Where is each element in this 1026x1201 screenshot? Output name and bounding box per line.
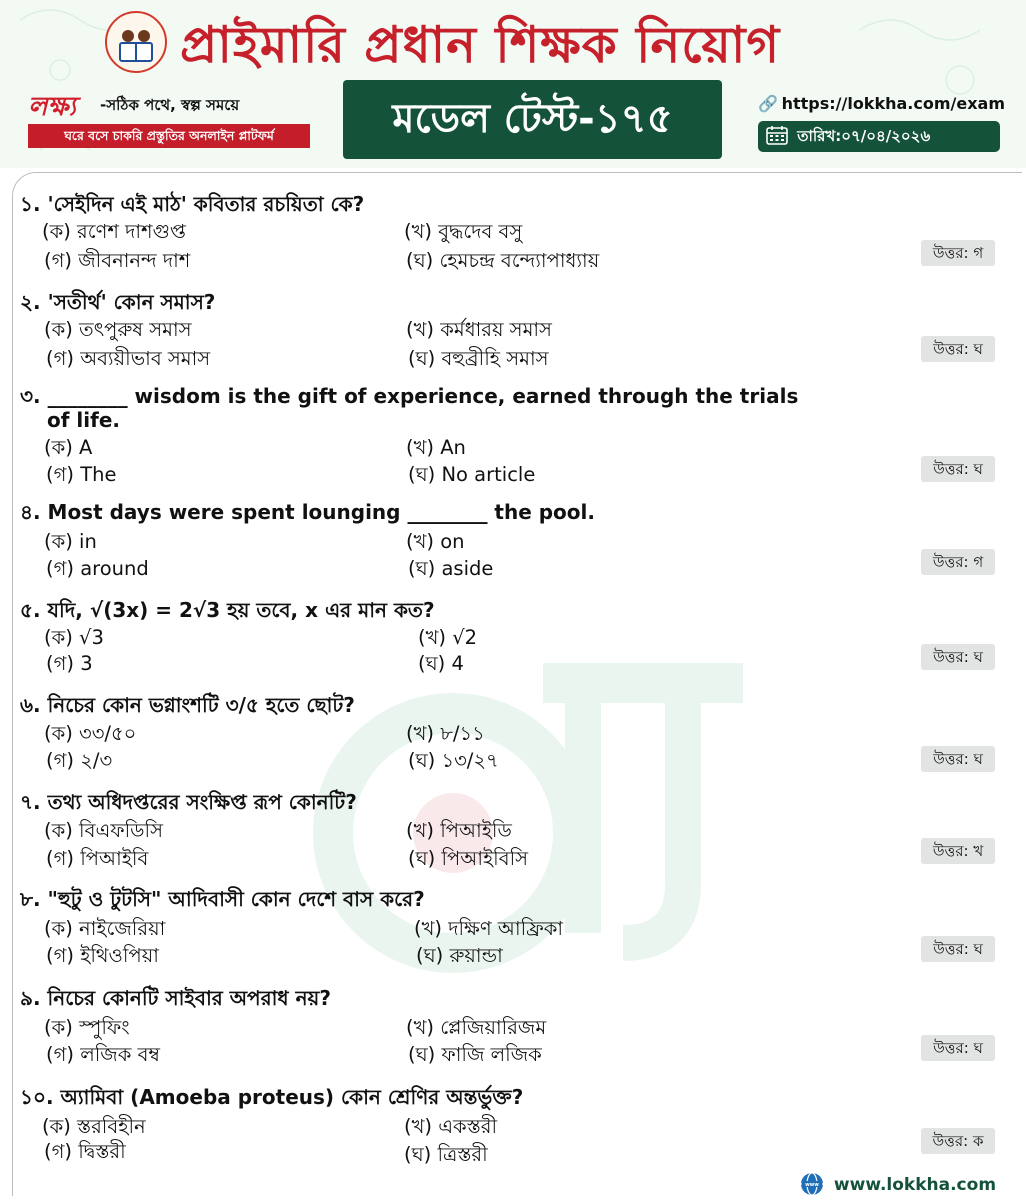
option-3-kha[interactable]: (খ) An bbox=[406, 436, 466, 459]
question-1: ১. 'সেইদিন এই মাঠ' কবিতার রচয়িতা কে? bbox=[20, 192, 365, 216]
answer-1: উত্তর: গ bbox=[921, 240, 995, 266]
question-3-continued: of life. bbox=[47, 408, 120, 432]
brand-strip: ঘরে বসে চাকরি প্রস্তুতির অনলাইন প্লাটফর্ম bbox=[28, 124, 310, 148]
option-1-ga[interactable]: (গ) জীবনানন্দ দাশ bbox=[44, 249, 191, 272]
option-9-kha[interactable]: (খ) প্লেজিয়ারিজম bbox=[406, 1016, 547, 1039]
link-icon: 🔗 bbox=[758, 94, 778, 113]
option-5-gha[interactable]: (ঘ) 4 bbox=[418, 652, 464, 675]
option-8-ga[interactable]: (গ) ইথিওপিয়া bbox=[46, 944, 159, 967]
brand-logo: লক্ষ্য bbox=[28, 92, 76, 122]
question-7: ৭. তথ্য অধিদপ্তরের সংক্ষিপ্ত রূপ কোনটি? bbox=[20, 790, 357, 814]
option-10-ga[interactable]: (গ) দ্বিস্তরী bbox=[44, 1140, 126, 1163]
question-3: ৩. ________ wisdom is the gift of experience, earned through the trials bbox=[20, 384, 799, 408]
option-6-ga[interactable]: (গ) ২/৩ bbox=[46, 749, 113, 772]
globe-icon bbox=[800, 1172, 824, 1196]
option-4-ka[interactable]: (ক) in bbox=[44, 530, 97, 553]
option-7-kha[interactable]: (খ) পিআইডি bbox=[406, 819, 512, 842]
option-10-gha[interactable]: (ঘ) ত্রিস্তরী bbox=[404, 1143, 488, 1166]
option-6-ka[interactable]: (ক) ৩৩/৫০ bbox=[44, 722, 137, 745]
option-9-ka[interactable]: (ক) স্পুফিং bbox=[44, 1016, 130, 1039]
option-6-gha[interactable]: (ঘ) ১৩/২৭ bbox=[408, 749, 499, 772]
page-title: প্রাইমারি প্রধান শিক্ষক নিয়োগ bbox=[180, 16, 781, 74]
model-test-badge: মডেল টেস্ট-১৭৫ bbox=[343, 80, 722, 159]
education-for-all-emblem bbox=[104, 10, 168, 74]
answer-9: উত্তর: ঘ bbox=[921, 1035, 995, 1061]
option-7-gha[interactable]: (ঘ) পিআইবিসি bbox=[408, 847, 529, 870]
option-3-ka[interactable]: (ক) A bbox=[44, 436, 93, 459]
option-7-ga[interactable]: (গ) পিআইবি bbox=[46, 847, 149, 870]
question-9: ৯. নিচের কোনটি সাইবার অপরাধ নয়? bbox=[20, 986, 331, 1010]
option-5-kha[interactable]: (খ) √2 bbox=[418, 626, 478, 649]
answer-3: উত্তর: ঘ bbox=[921, 456, 995, 482]
option-10-kha[interactable]: (খ) একস্তরী bbox=[404, 1115, 498, 1138]
option-8-gha[interactable]: (ঘ) রুয়ান্ডা bbox=[416, 944, 503, 967]
option-3-ga[interactable]: (গ) The bbox=[46, 463, 117, 486]
answer-4: উত্তর: গ bbox=[921, 549, 995, 575]
option-5-ga[interactable]: (গ) 3 bbox=[46, 652, 93, 675]
question-5: ৫. যদি, √(3x) = 2√3 হয় তবে, x এর মান কত? bbox=[20, 598, 435, 622]
option-7-ka[interactable]: (ক) বিএফডিসি bbox=[44, 819, 163, 842]
option-10-ka[interactable]: (ক) স্তরবিহীন bbox=[42, 1115, 146, 1138]
question-4: ৪. Most days were spent lounging ________ the pool. bbox=[20, 500, 595, 524]
footer-website[interactable] bbox=[800, 1172, 996, 1196]
header bbox=[0, 0, 1026, 168]
date-badge bbox=[758, 121, 1000, 152]
option-2-ka[interactable]: (ক) তৎপুরুষ সমাস bbox=[44, 318, 192, 341]
option-2-gha[interactable]: (ঘ) বহুব্রীহি সমাস bbox=[408, 347, 549, 370]
option-6-kha[interactable]: (খ) ৮/১১ bbox=[406, 722, 485, 745]
question-2: ২. 'সতীর্থ' কোন সমাস? bbox=[20, 290, 216, 314]
option-9-gha[interactable]: (ঘ) ফাজি লজিক bbox=[408, 1043, 542, 1066]
option-1-kha[interactable]: (খ) বুদ্ধদেব বসু bbox=[404, 220, 523, 243]
question-10: ১০. অ্যামিবা (Amoeba proteus) কোন শ্রেণির অন্তর্ভুক্ত? bbox=[20, 1085, 524, 1109]
answer-5: উত্তর: ঘ bbox=[921, 644, 995, 670]
svg-text:www: www bbox=[805, 1182, 819, 1188]
question-6: ৬. নিচের কোন ভগ্নাংশটি ৩/৫ হতে ছোট? bbox=[20, 693, 355, 717]
option-9-ga[interactable]: (গ) লজিক বম্ব bbox=[46, 1043, 160, 1066]
exam-url[interactable]: https://lokkha.com/exam bbox=[781, 94, 1005, 113]
answer-8: উত্তর: ঘ bbox=[921, 936, 995, 962]
option-3-gha[interactable]: (ঘ) No article bbox=[408, 463, 536, 486]
option-4-kha[interactable]: (খ) on bbox=[406, 530, 465, 553]
question-8: ৮. "হুটু ও টুটসি" আদিবাসী কোন দেশে বাস করে? bbox=[20, 887, 425, 911]
option-2-ga[interactable]: (গ) অব্যয়ীভাব সমাস bbox=[46, 347, 211, 370]
option-5-ka[interactable]: (ক) √3 bbox=[44, 626, 104, 649]
brand-tagline: -সঠিক পথে, স্বল্প সময়ে bbox=[100, 96, 240, 114]
answer-6: উত্তর: ঘ bbox=[921, 746, 995, 772]
exam-date: তারিখ:০৭/০৪/২০২৬ bbox=[797, 127, 931, 145]
option-8-kha[interactable]: (খ) দক্ষিণ আফ্রিকা bbox=[414, 917, 564, 940]
brand-block bbox=[28, 86, 310, 150]
answer-7: উত্তর: খ bbox=[921, 838, 995, 864]
option-2-kha[interactable]: (খ) কর্মধারয় সমাস bbox=[406, 318, 552, 341]
option-1-gha[interactable]: (ঘ) হেমচন্দ্র বন্দ্যোপাধ্যায় bbox=[406, 249, 600, 272]
option-1-ka[interactable]: (ক) রণেশ দাশগুপ্ত bbox=[42, 220, 186, 243]
footer-website-text[interactable]: www.lokkha.com bbox=[833, 1175, 997, 1195]
exam-url-line[interactable] bbox=[758, 94, 1005, 113]
answer-10: উত্তর: ক bbox=[921, 1128, 995, 1154]
calendar-icon bbox=[766, 125, 788, 145]
option-4-ga[interactable]: (গ) around bbox=[46, 557, 149, 580]
answer-2: উত্তর: ঘ bbox=[921, 336, 995, 362]
option-8-ka[interactable]: (ক) নাইজেরিয়া bbox=[44, 917, 166, 940]
option-4-gha[interactable]: (ঘ) aside bbox=[408, 557, 494, 580]
